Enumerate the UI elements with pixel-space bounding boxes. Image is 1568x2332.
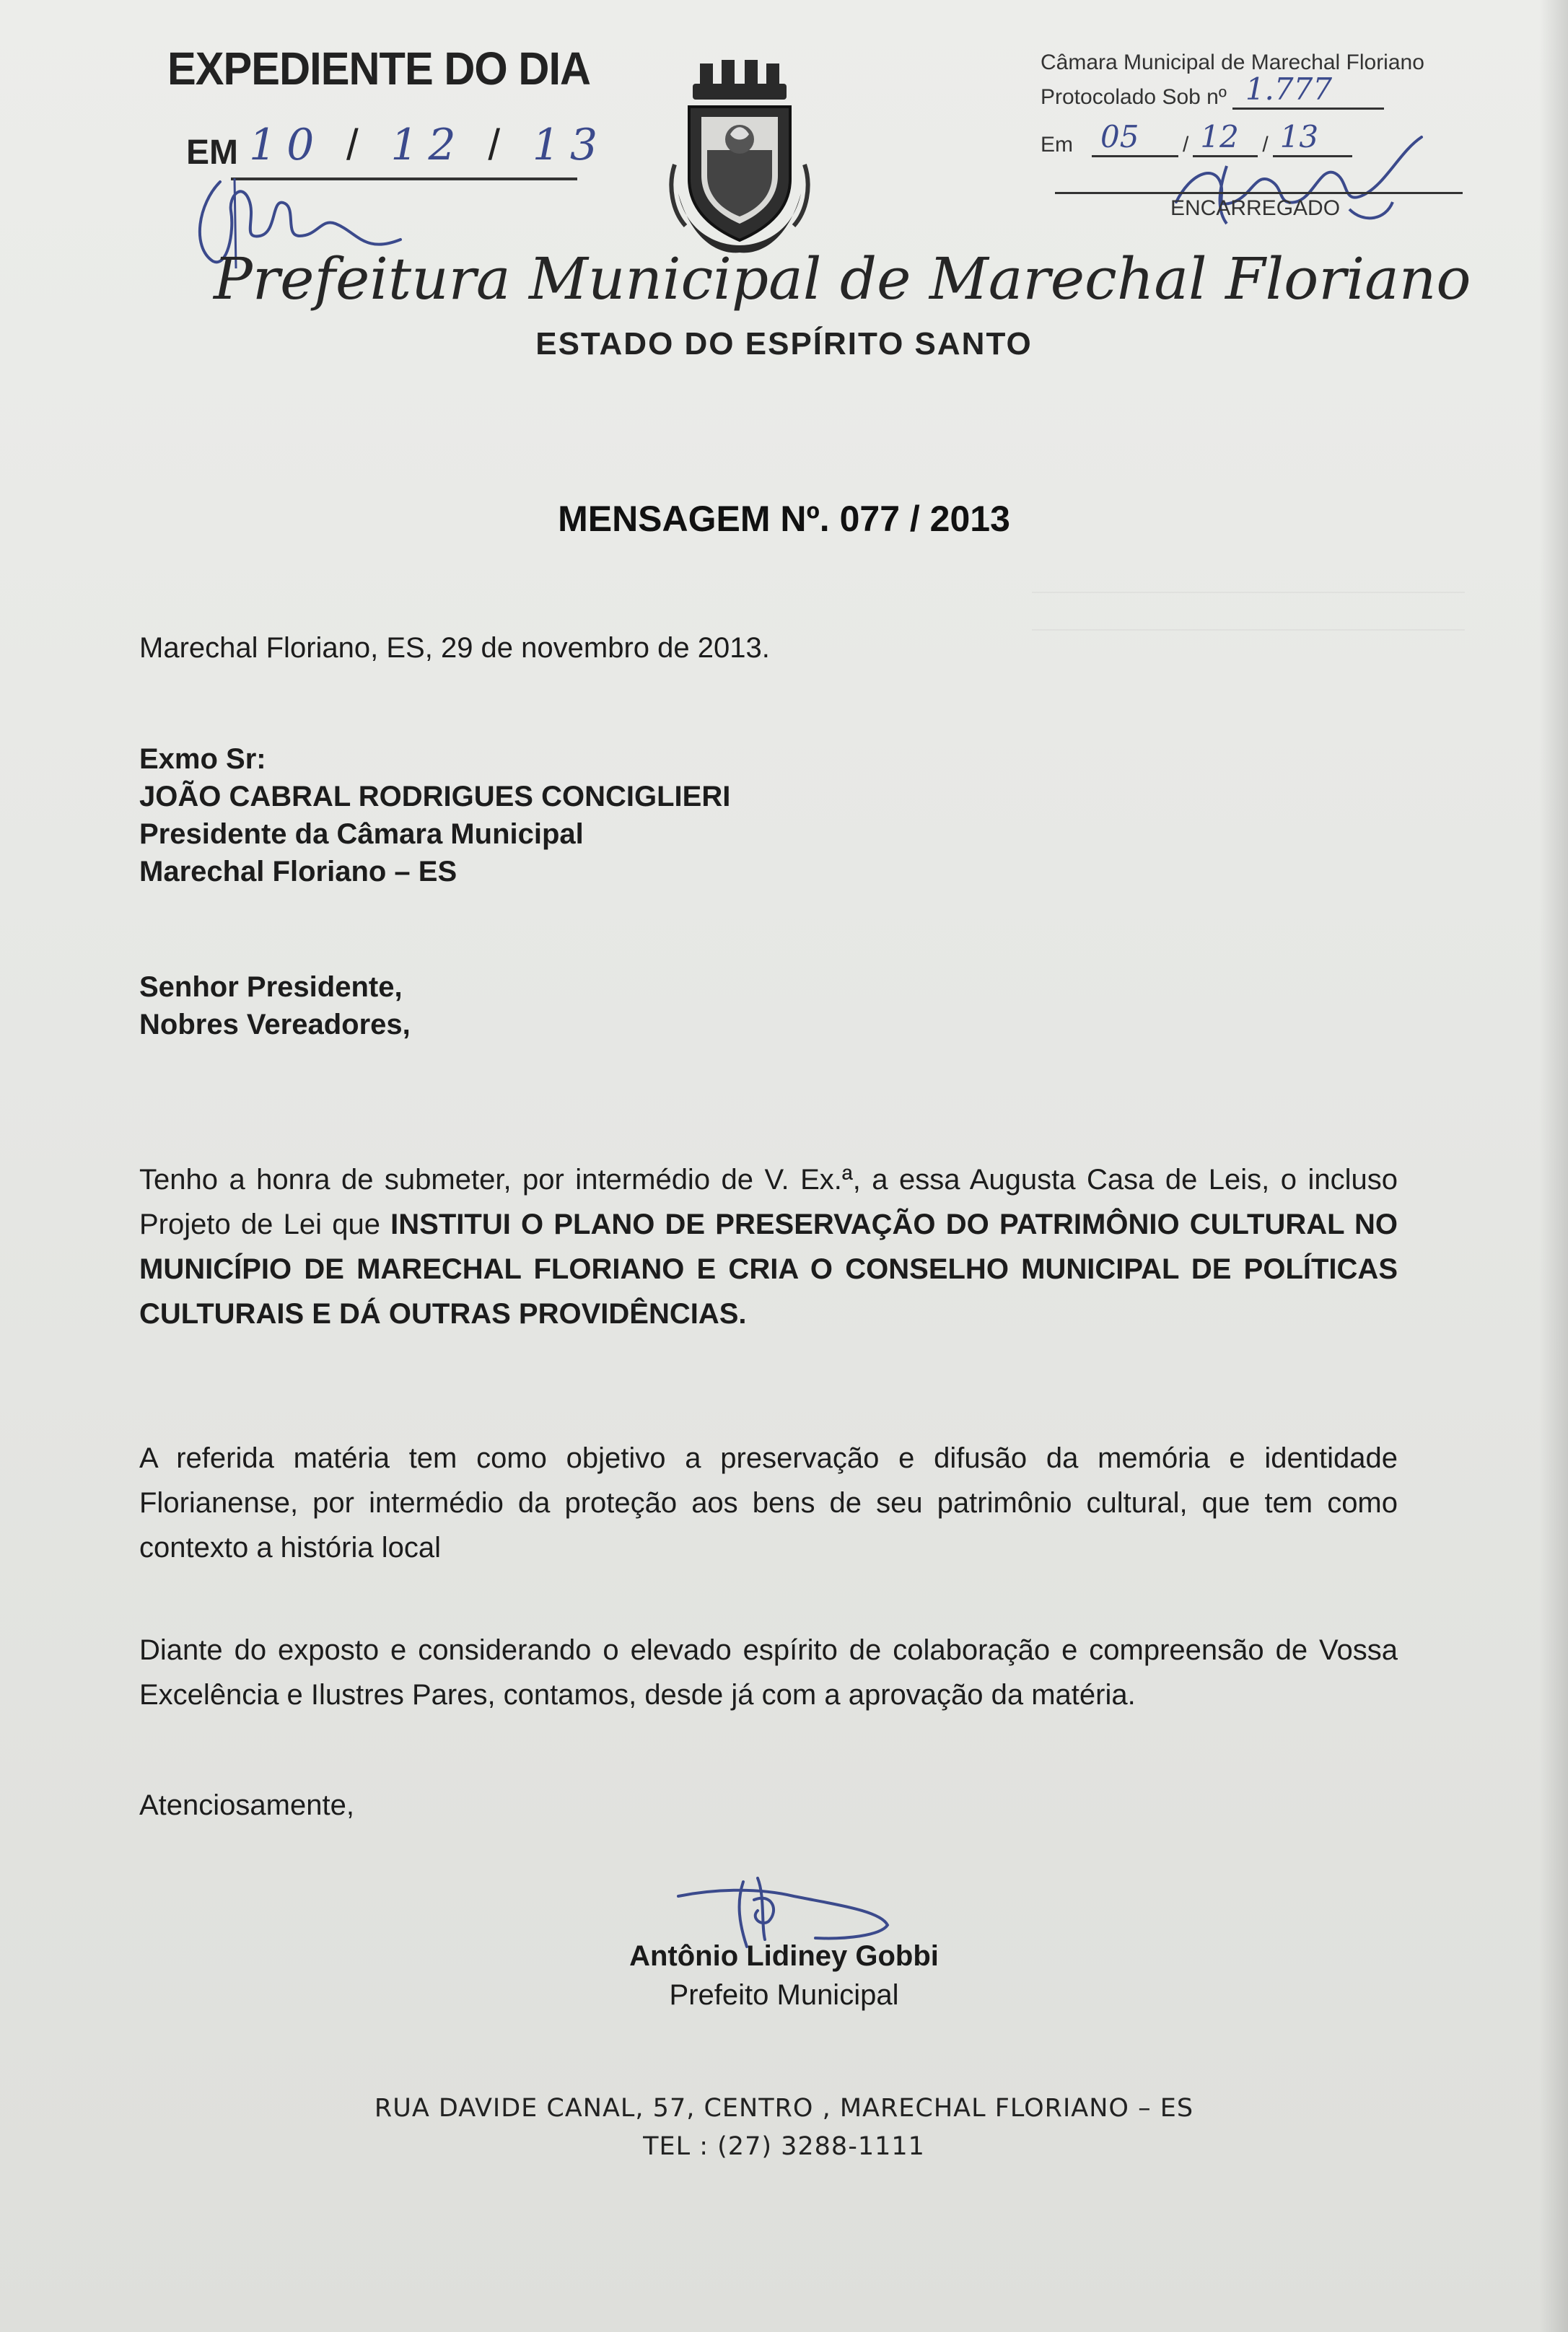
- expediente-day: 10: [249, 120, 325, 170]
- protocol-year: 13: [1279, 119, 1319, 154]
- protocol-signature-line: [1055, 192, 1463, 194]
- addressee-name: JOÃO CABRAL RODRIGUES CONCIGLIERI: [139, 781, 731, 812]
- addressee-block: [139, 740, 730, 890]
- addressee-city: Marechal Floriano – ES: [139, 856, 457, 887]
- footer: [0, 2090, 1568, 2165]
- paragraph-submission-intro: Tenho a honra de submeter, por intermédio de V. Ex.ª, a essa Augusta Casa de Leis, o incluso Projeto de Lei que: [139, 1164, 1398, 1240]
- protocol-month: 12: [1200, 119, 1239, 154]
- municipality-title: Prefeitura Municipal de Marechal Floriano: [214, 245, 1471, 312]
- protocol-chamber: Câmara Municipal de Marechal Floriano: [1041, 51, 1424, 74]
- signer-role: Prefeito Municipal: [669, 1979, 899, 2011]
- protocol-number-field: [1232, 71, 1384, 110]
- protocol-label: Protocolado Sob nº: [1041, 85, 1227, 109]
- expediente-title: EXPEDIENTE DO DIA: [167, 43, 591, 95]
- paragraph-objective: A referida matéria tem como objetivo a preservação e difusão da memória e identidade Florianense, por intermédio da proteção aos bens de seu patrimônio cultural, que tem como contexto a história local: [139, 1442, 1398, 1564]
- expediente-month: 12: [390, 120, 466, 170]
- paragraph-submission-bill-title: INSTITUI O PLANO DE PRESERVAÇÃO DO PATRIMÔNIO CULTURAL NO MUNICÍPIO DE MARECHAL FLORIANO E CRIA O CONSELHO MUNICIPAL DE POLÍTICAS CULTURAIS E DÁ OUTRAS PROVIDÊNCIAS.: [139, 1209, 1398, 1330]
- protocol-day: 05: [1100, 119, 1139, 154]
- message-title: MENSAGEM Nº. 077 / 2013: [558, 499, 1010, 539]
- coat-of-arms-icon: [664, 56, 815, 258]
- state-name: ESTADO DO ESPÍRITO SANTO: [535, 326, 1033, 361]
- signer-name: Antônio Lidiney Gobbi: [629, 1940, 939, 1972]
- protocol-date-label: Em: [1041, 133, 1073, 157]
- protocol-role: ENCARREGADO: [1170, 196, 1341, 220]
- place-date: Marechal Floriano, ES, 29 de novembro de 2013.: [139, 632, 770, 664]
- closing: Atenciosamente,: [139, 1789, 354, 1821]
- expediente-year: 13: [532, 120, 608, 170]
- addressee-title: Presidente da Câmara Municipal: [139, 818, 584, 850]
- salutation-line: Senhor Presidente,: [139, 971, 403, 1003]
- salutation-block: [139, 968, 411, 1043]
- protocol-stamp: Câmara Municipal de Marechal Floriano Protocolado Sob nº 1.777 Em 05 / 12 / 13: [1041, 40, 1495, 157]
- expediente-date-prefix: EM: [186, 133, 238, 172]
- paragraph-conclusion: Diante do exposto e considerando o elevado espírito de colaboração e compreensão de Vossa Excelência e Ilustres Pares, contamos, desde já com a aprovação da matéria.: [139, 1634, 1398, 1711]
- expediente-handwritten-date: 10 / 12 / 13: [249, 120, 608, 170]
- paragraph-submission: [139, 1157, 1398, 1336]
- signer-block: [0, 1937, 1568, 2015]
- addressee-greeting: Exmo Sr:: [139, 743, 266, 775]
- salutation-line: Nobres Vereadores,: [139, 1009, 411, 1040]
- page-edge-shadow: [1539, 0, 1568, 2332]
- footer-phone: TEL : (27) 3288-1111: [643, 2131, 925, 2161]
- footer-address: RUA DAVIDE CANAL, 57, CENTRO , MARECHAL FLORIANO – ES: [374, 2094, 1194, 2123]
- protocol-number: 1.777: [1245, 71, 1333, 107]
